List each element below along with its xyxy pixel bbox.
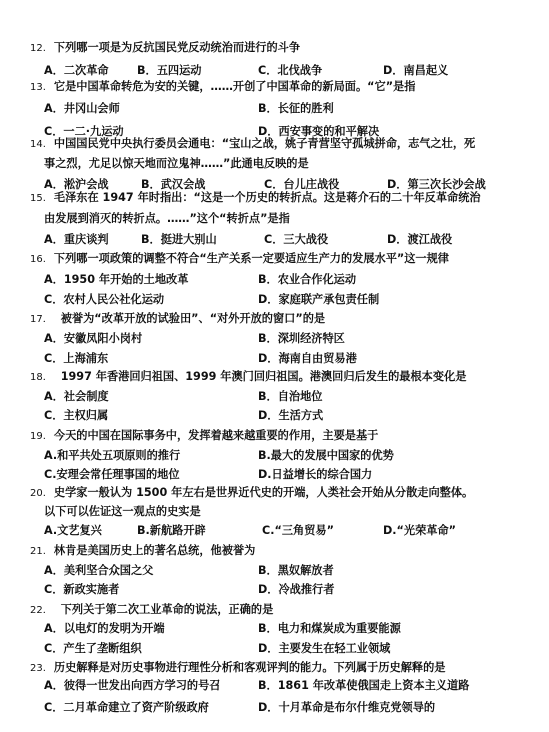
question-stem-text: 1997 年香港回归祖国、1999 年澳门回归祖国。港澳回归后发生的最根本变化是 (60, 370, 467, 383)
answer-option: B．电力和煤炭成为重要能源 (258, 622, 401, 635)
answer-option: C．农村人民公社化运动 (44, 293, 165, 306)
question-stem-text: 下列哪一项是为反抗国民党反动统治而进行的斗争 (53, 41, 301, 54)
question-stem (30, 190, 481, 206)
answer-option: D．家庭联产承包责任制 (258, 293, 380, 306)
answer-option: D．南昌起义 (383, 64, 449, 77)
answer-option: D．主要发生在轻工业领域 (258, 642, 391, 655)
question-number: 22． (30, 605, 53, 616)
answer-option: A．重庆谈判 (44, 233, 109, 246)
question-stem (30, 543, 255, 559)
answer-option: A．彼得一世发出向西方学习的号召 (44, 679, 221, 692)
question-number: 16. (30, 254, 46, 265)
question-stem (30, 602, 273, 618)
answer-option: C．新政实施者 (44, 583, 120, 596)
answer-option: B.最大的发展中国家的优势 (258, 449, 394, 462)
question-number: 13. (30, 82, 46, 93)
answer-option: D．西安事变的和平解决 (258, 125, 380, 138)
answer-option: C.安理会常任理事国的地位 (44, 468, 180, 481)
answer-option: D．十月革命是布尔什维克党领导的 (258, 701, 436, 714)
answer-option: B．长征的胜利 (258, 102, 334, 115)
answer-option: A．社会制度 (44, 390, 109, 403)
answer-option: D．冷战推行者 (258, 583, 335, 596)
question-stem (44, 156, 309, 171)
answer-option: C.“三角贸易” (262, 524, 334, 537)
answer-option: D．第三次长沙会战 (387, 178, 486, 191)
answer-option: A.文艺复兴 (44, 524, 102, 537)
question-stem-text: 今天的中国在国际事务中，发挥着越来越重要的作用，主要是基于 (53, 429, 379, 442)
answer-option: A．淞沪会战 (44, 178, 109, 191)
answer-option: B．黑奴解放者 (258, 564, 334, 577)
question-number: 14. (30, 139, 46, 150)
answer-option: D．生活方式 (258, 409, 324, 422)
answer-option: C．一二·九运动 (44, 125, 124, 138)
answer-option: B.新航路开辟 (137, 524, 206, 537)
question-stem-text: 被誉为“改革开放的试验田”、“对外开放的窗口”的是 (60, 312, 326, 325)
answer-option: A．井冈山会师 (44, 102, 120, 115)
question-stem-text: 林肯是美国历史上的著名总统，他被誉为 (53, 544, 256, 557)
answer-option: A．二次革命 (44, 64, 109, 77)
answer-option: B．深圳经济特区 (258, 332, 345, 345)
answer-option: A．美利坚合众国之父 (44, 564, 154, 577)
answer-option: B．武汉会战 (141, 178, 206, 191)
answer-option: D．渡江战役 (387, 233, 453, 246)
question-stem (30, 251, 449, 267)
question-number: 15. (30, 193, 46, 204)
answer-option: B．挺进大别山 (141, 233, 217, 246)
question-stem-text: 以下可以佐证这一观点的史实是 (44, 505, 201, 518)
question-stem-text: 下列哪一项政策的调整不符合“生产关系一定要适应生产力的发展水平”这一规律 (53, 252, 449, 265)
question-stem (30, 428, 378, 444)
question-stem (44, 211, 290, 226)
answer-option: B．1861 年改革使俄国走上资本主义道路 (258, 679, 470, 692)
question-stem (30, 311, 325, 327)
question-number: 18． (30, 372, 53, 383)
answer-option: A．1950 年开始的土地改革 (44, 273, 189, 286)
question-stem-text: 下列关于第二次工业革命的说法，正确的是 (60, 603, 274, 616)
question-number: 12. (30, 43, 46, 54)
question-stem-text: 毛泽东在 1947 年时指出：“这是一个历史的转折点。这是蒋介石的二十年反革命统治 (53, 191, 481, 204)
answer-option: B．自治地位 (258, 390, 323, 403)
answer-option: C．主权归属 (44, 409, 109, 422)
question-stem-text: 历史解释是对历史事物进行理性分析和客观评判的能力。下列属于历史解释的是 (53, 661, 446, 674)
question-number: 17． (30, 314, 53, 325)
question-stem-text: 事之烈，尤足以惊天地而泣鬼神……”此通电反映的是 (44, 157, 309, 170)
question-stem-text: 由发展到消灭的转折点。……”这个“转折点”是指 (44, 212, 290, 225)
answer-option: C．产生了垄断组织 (44, 642, 142, 655)
answer-option: A.和平共处五项原则的推行 (44, 449, 181, 462)
answer-option: B．农业合作化运动 (258, 273, 357, 286)
question-stem (30, 369, 466, 385)
answer-option: C．北伐战争 (258, 64, 323, 77)
answer-option: C．二月革命建立了资产阶级政府 (44, 701, 209, 714)
question-stem-text: 它是中国革命转危为安的关键，……开创了中国革命的新局面。“它”是指 (53, 80, 416, 93)
question-stem-text: 中国国民党中央执行委员会通电：“宝山之战，姚子青营坚守孤城拼命，志气之壮，死 (53, 137, 476, 150)
question-stem (30, 79, 415, 95)
answer-option: A．安徽凤阳小岗村 (44, 332, 143, 345)
answer-option: C．上海浦东 (44, 352, 109, 365)
answer-option: C．三大战役 (264, 233, 329, 246)
question-number: 20. (30, 488, 46, 499)
question-stem (44, 504, 201, 519)
answer-option: D．海南自由贸易港 (258, 352, 357, 365)
answer-option: D.日益增长的综合国力 (258, 468, 373, 481)
question-stem (30, 485, 473, 501)
question-stem-text: 史学家一般认为 1500 年左右是世界近代史的开端，人类社会开始从分散走向整体。 (53, 486, 474, 499)
answer-option: A．以电灯的发明为开端 (44, 622, 165, 635)
question-stem (30, 660, 445, 676)
question-number: 21. (30, 546, 46, 557)
answer-option: C．台儿庄战役 (264, 178, 340, 191)
answer-option: D.“光荣革命” (383, 524, 456, 537)
question-number: 23. (30, 663, 46, 674)
question-stem (30, 136, 475, 152)
answer-option: B．五四运动 (137, 64, 202, 77)
question-stem (30, 40, 300, 56)
question-number: 19. (30, 431, 46, 442)
